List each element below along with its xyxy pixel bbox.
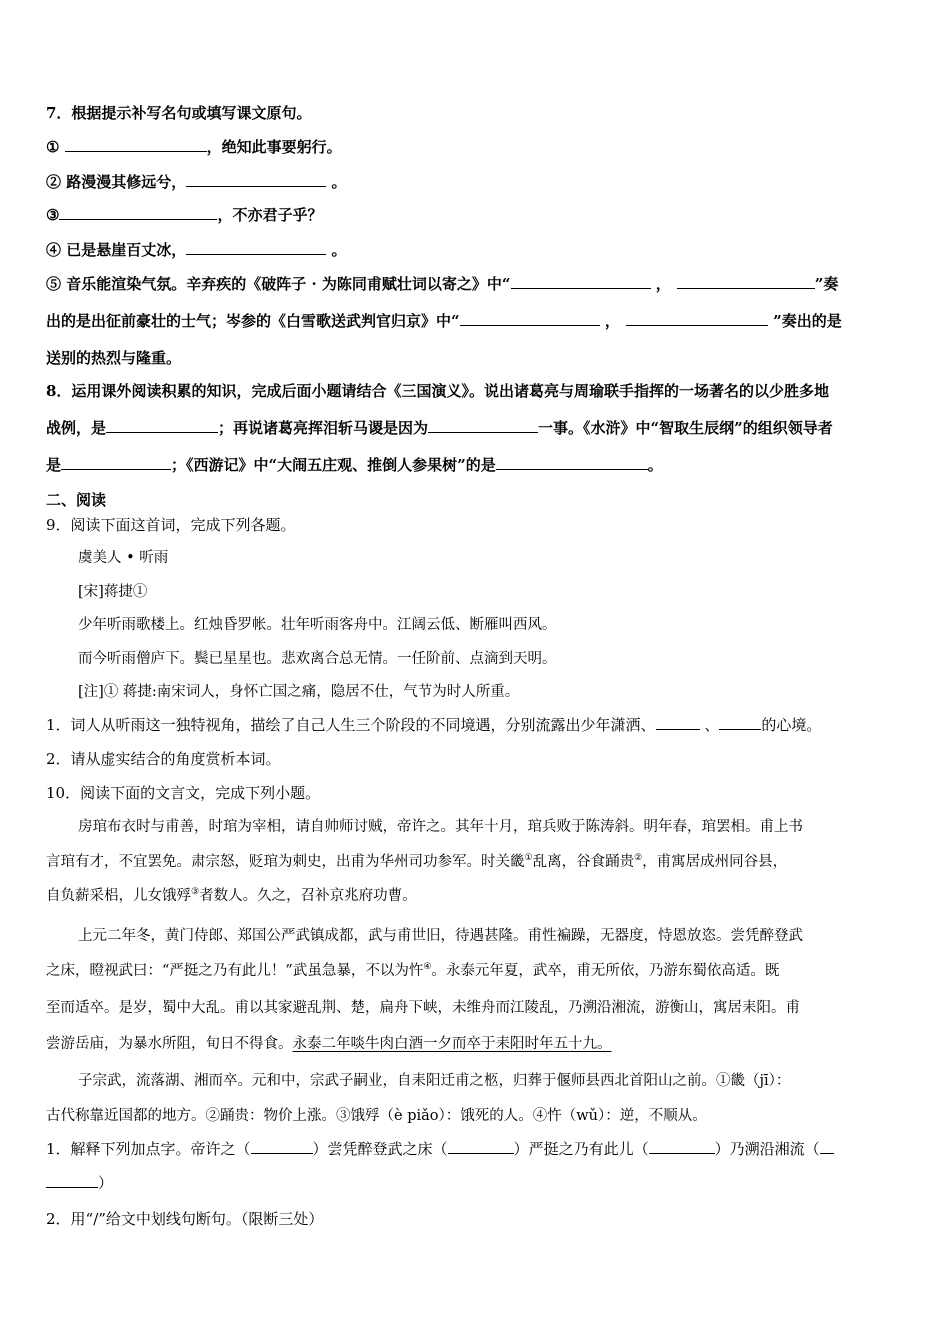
q7-line-1: ① ，绝知此事要躬行。 xyxy=(46,138,342,156)
answer-blank[interactable] xyxy=(626,311,768,326)
answer-blank[interactable] xyxy=(460,311,600,326)
underlined-sentence: 永泰二年啖牛肉白酒一夕而卒于耒阳时年五十九。 xyxy=(292,1036,612,1052)
q10-title: 10．阅读下面的文言文，完成下列小题。 xyxy=(46,784,321,802)
passage-p2-line-2: 之床，瞪视武曰：“严挺之乃有此儿！”武虽急暴，不以为忤④。永泰元年夏，武卒，甫无所依，乃游东蜀依高适。既 xyxy=(46,962,780,979)
section-heading: 二、阅读 xyxy=(46,491,107,509)
answer-blank[interactable] xyxy=(820,1139,834,1154)
q7-line-4: ④ 已是悬崖百丈冰， 。 xyxy=(46,241,347,259)
q10-sub-2: 2．用“/”给文中划线句断句。（限断三处） xyxy=(46,1210,324,1228)
q7-line-5: ⑤ 音乐能渲染气氛。辛弃疾的《破阵子 · 为陈同甫赋壮词以寄之》中“ ， ”奏 xyxy=(46,275,839,293)
answer-blank[interactable] xyxy=(511,274,651,289)
poem-line-1: 少年听雨歌楼上。红烛昏罗帐。壮年听雨客舟中。江阔云低、断雁叫西风。 xyxy=(78,617,557,633)
answer-blank[interactable] xyxy=(61,455,171,470)
q9-title: 9．阅读下面这首词，完成下列各题。 xyxy=(46,516,296,534)
answer-blank[interactable] xyxy=(448,1139,514,1154)
passage-p3-line-1: 子宗武，流落湖、湘而卒。元和中，宗武子嗣业，自耒阳迁甫之柩，归葬于偃师县西北首阳山之前。①畿（jī）： xyxy=(78,1073,791,1089)
q10-sub-1: 1．解释下列加点字。帝许之（ ）尝凭醉登武之床（ ）严挺之乃有此儿（ ）乃溯沿湘流（ xyxy=(46,1138,834,1159)
answer-blank[interactable] xyxy=(59,205,217,220)
answer-blank[interactable] xyxy=(186,240,326,255)
passage-p1-line-3: 自负薪采梠，儿女饿殍③者数人。久之，召补京兆府功曹。 xyxy=(46,887,417,904)
passage-p3-line-2: 古代称靠近国都的地方。②踊贵：物价上涨。③饿殍（è piǎo）：饿死的人。④忤（wǔ）：逆，不顺从。 xyxy=(46,1108,707,1124)
answer-blank[interactable] xyxy=(656,715,700,730)
poem-author: [宋]蒋捷① xyxy=(78,584,148,600)
answer-blank[interactable] xyxy=(251,1139,313,1154)
poem-title: 虞美人 • 听雨 xyxy=(78,550,169,566)
answer-blank[interactable] xyxy=(65,137,207,152)
answer-blank[interactable] xyxy=(46,1173,98,1188)
passage-p2-line-3: 至而适卒。是岁，蜀中大乱。甫以其家避乱荆、楚，扁舟下峡，未维舟而江陵乱，乃溯沿湘流，游衡山，寓居耒阳。甫 xyxy=(46,1000,800,1016)
answer-blank[interactable] xyxy=(106,418,218,433)
q8-line-2: 战例，是 ；再说诸葛亮挥泪斩马谡是因为 一事。《水浒》中“智取生辰纲”的组织领导者 xyxy=(46,419,833,437)
passage-p2-line-1: 上元二年冬，黄门侍郎、郑国公严武镇成都，武与甫世旧，待遇甚隆。甫性褊躁，无器度，恃恩放恣。尝凭醉登武 xyxy=(78,928,803,944)
passage-p1-line-1: 房琯布衣时与甫善，时琯为宰相，请自帅师讨贼，帝许之。其年十月，琯兵败于陈涛斜。明年春，琯罢相。甫上书 xyxy=(78,819,803,835)
answer-blank[interactable] xyxy=(428,418,538,433)
q8-line-1: 8．运用课外阅读积累的知识，完成后面小题请结合《三国演义》。说出诸葛亮与周瑜联手指挥的一场著名的以少胜多地 xyxy=(46,382,829,400)
answer-blank[interactable] xyxy=(186,172,326,187)
q10-sub-1-cont: ） xyxy=(46,1172,113,1193)
answer-blank[interactable] xyxy=(719,715,761,730)
q9-sub-1: 1．词人从听雨这一独特视角，描绘了自己人生三个阶段的不同境遇，分别流露出少年潇洒、 、 的心境。 xyxy=(46,716,822,734)
poem-line-2: 而今听雨僧庐下。鬓已星星也。悲欢离合总无情。一任阶前、点滴到天明。 xyxy=(78,651,557,667)
answer-blank[interactable] xyxy=(677,274,815,289)
q7-line-6: 出的是出征前豪壮的士气；岑参的《白雪歌送武判官归京》中“ ， ”奏出的是 xyxy=(46,312,842,330)
q7-line-7: 送别的热烈与隆重。 xyxy=(46,349,182,367)
passage-p2-line-4: 尝游岳庙，为暴水所阻，旬日不得食。永泰二年啖牛肉白酒一夕而卒于耒阳时年五十九。 xyxy=(46,1036,612,1052)
q9-sub-2: 2．请从虚实结合的角度赏析本词。 xyxy=(46,750,281,768)
passage-p1-line-2: 言琯有才，不宜罢免。肃宗怒，贬琯为刺史，出甫为华州司功参军。时关畿①乱离，谷食踊贵②，甫寓居成州同谷县， xyxy=(46,853,788,870)
q7-line-3: ③ ，不亦君子乎？ xyxy=(46,206,323,224)
q7-line-2: ② 路漫漫其修远兮， 。 xyxy=(46,173,347,191)
poem-note: [注]① 蒋捷:南宋词人，身怀亡国之痛，隐居不仕，气节为时人所重。 xyxy=(78,684,520,700)
q7-title: 7．根据提示补写名句或填写课文原句。 xyxy=(46,104,312,122)
answer-blank[interactable] xyxy=(496,455,648,470)
q8-line-3: 是 ；《西游记》中“大闹五庄观、推倒人参果树”的是 。 xyxy=(46,456,663,474)
answer-blank[interactable] xyxy=(649,1139,715,1154)
